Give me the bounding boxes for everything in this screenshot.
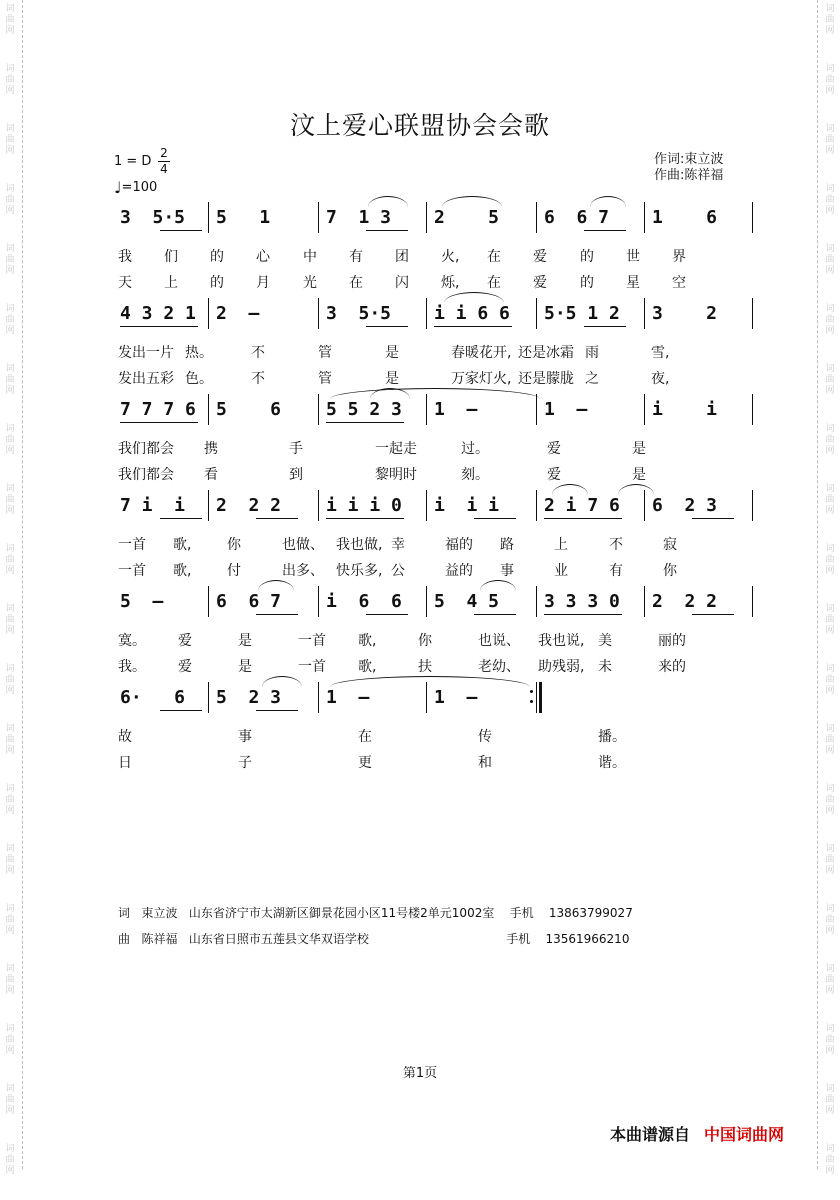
lyric-syllable: 还是冰霜 [518, 345, 574, 361]
lyric-syllable: 一首 [118, 537, 146, 553]
lyric-syllable: 上 [164, 275, 178, 291]
beam-underline [584, 230, 626, 231]
time-signature-denominator: 4 [160, 162, 168, 176]
barline [536, 586, 537, 617]
tie-slur [262, 676, 302, 687]
lyric-syllable: 到 [289, 467, 303, 483]
watermark-text: 词 曲 网 [825, 64, 835, 96]
lyric-syllable: 路 [500, 537, 514, 553]
barline [752, 298, 753, 329]
lyric-syllable: 中 [303, 249, 317, 265]
measure-notes: 3 5·5 [326, 303, 392, 324]
beam-underline [120, 326, 198, 327]
barline [208, 394, 209, 425]
lyric-syllable: 我也说, [538, 633, 585, 649]
staff-system [112, 298, 754, 330]
watermark-text: 词 曲 网 [825, 724, 835, 756]
tie-slur [444, 292, 504, 303]
measure-notes: 1 6 [652, 207, 718, 228]
measure-notes: 3 5·5 [120, 207, 186, 228]
watermark-text: 词 曲 网 [5, 244, 15, 276]
measure-notes: 5 6 [216, 399, 282, 420]
beam-underline [326, 422, 404, 423]
watermark-text: 词 曲 网 [825, 544, 835, 576]
barline [752, 586, 753, 617]
watermark-text: 词 曲 网 [825, 1084, 835, 1116]
tie-slur [330, 676, 530, 687]
lyric-syllable: 付 [227, 563, 241, 579]
measure-notes: 6 6 7 [216, 591, 282, 612]
lyric-syllable: 不 [251, 371, 265, 387]
barline [208, 298, 209, 329]
composer-credit: 作曲:陈祥福 [654, 168, 724, 183]
watermark-text: 词 曲 网 [5, 664, 15, 696]
song-title: 汶上爱心联盟协会会歌 [289, 111, 550, 140]
watermark-text: 词 曲 网 [5, 124, 15, 156]
measure-notes: 5 1 [216, 207, 271, 228]
barline [644, 394, 645, 425]
lyric-syllable: 色。 [185, 371, 213, 387]
barline [208, 202, 209, 233]
watermark-text: 词 曲 网 [825, 1024, 835, 1056]
lyric-syllable: 业 [554, 563, 568, 579]
lyric-syllable: 一起走 [375, 441, 417, 457]
lyric-syllable: 也做、 [282, 537, 324, 553]
barline [208, 490, 209, 521]
barline [318, 682, 319, 713]
lyric-syllable: 手 [289, 441, 303, 457]
lyric-syllable: 爱 [533, 249, 547, 265]
watermark-text: 词 曲 网 [5, 844, 15, 876]
watermark-text: 词 曲 网 [5, 544, 15, 576]
watermark-text: 词 曲 网 [5, 1024, 15, 1056]
beam-underline [256, 518, 298, 519]
watermark-text: 词 曲 网 [5, 364, 15, 396]
lyric-syllable: 不 [609, 537, 623, 553]
measure-notes: 2 5 [434, 207, 500, 228]
source-prefix: 本曲谱源自 [610, 1125, 691, 1144]
page-number: 第1页 [402, 1066, 438, 1081]
lyric-syllable: 我们都会 [118, 441, 174, 457]
lyric-syllable: 寞。 [118, 633, 146, 649]
lyric-syllable: 的 [210, 275, 224, 291]
lyric-syllable: 事 [238, 729, 252, 745]
measure-notes: 1 – [434, 687, 478, 708]
watermark-text: 词 曲 网 [825, 964, 835, 996]
lyric-syllable: 爱 [547, 441, 561, 457]
watermark-text: 词 曲 网 [825, 904, 835, 936]
lyric-syllable: 春暖花开, [451, 345, 512, 361]
watermark-text: 词 曲 网 [825, 424, 835, 456]
beam-underline [366, 230, 408, 231]
lyric-syllable: 歌, [173, 537, 192, 553]
staff-system [112, 490, 754, 522]
lyric-syllable: 你 [418, 633, 432, 649]
lyric-syllable: 不 [251, 345, 265, 361]
watermark-text: 词 曲 网 [825, 484, 835, 516]
lyric-syllable: 一首 [118, 563, 146, 579]
beam-underline [692, 518, 734, 519]
tie-slur [552, 484, 588, 495]
measure-notes: 6· 6 [120, 687, 186, 708]
lyric-syllable: 管 [318, 371, 332, 387]
lyric-syllable: 在 [358, 729, 372, 745]
lyric-syllable: 播。 [598, 729, 626, 745]
lyric-syllable: 火, [441, 249, 460, 265]
measure-notes: 1 – [326, 687, 370, 708]
tie-slur [330, 388, 540, 399]
beam-underline [326, 518, 404, 519]
barline [318, 202, 319, 233]
barline [644, 586, 645, 617]
tie-slur [258, 580, 294, 591]
lyric-syllable: 爱 [533, 275, 547, 291]
tempo-marking [114, 178, 157, 197]
lyric-syllable: 美 [598, 633, 612, 649]
lyric-syllable: 爱 [178, 633, 192, 649]
lyric-syllable: 也说、 [478, 633, 520, 649]
measure-notes: 2 2 2 [652, 591, 718, 612]
lyric-syllable: 团 [395, 249, 409, 265]
watermark-text: 词 曲 网 [5, 484, 15, 516]
measure-notes: 7 i i [120, 495, 186, 516]
lyric-syllable: 心 [256, 249, 270, 265]
lyric-syllable: 谐。 [598, 755, 626, 771]
barline [208, 586, 209, 617]
watermark-text: 词 曲 网 [5, 1144, 15, 1176]
lyricist-credit: 作词:束立波 [654, 152, 724, 167]
lyric-syllable: 还是朦胧 [518, 371, 574, 387]
lyric-syllable: 是 [385, 371, 399, 387]
barline [752, 202, 753, 233]
lyric-syllable: 月 [256, 275, 270, 291]
beam-underline [692, 614, 734, 615]
watermark-text: 词 曲 网 [5, 1084, 15, 1116]
beam-underline [584, 326, 626, 327]
lyric-syllable: 上 [554, 537, 568, 553]
tie-slur [442, 196, 502, 207]
lyric-syllable: 助残弱, [538, 659, 585, 675]
watermark-text: 词 曲 网 [825, 664, 835, 696]
lyric-syllable: 看 [204, 467, 218, 483]
lyric-syllable: 黎明时 [375, 467, 417, 483]
lyric-syllable: 传 [478, 729, 492, 745]
watermark-text: 词 曲 网 [825, 4, 835, 36]
measure-notes: 3 3 3 0 [544, 591, 620, 612]
beam-underline [256, 710, 298, 711]
beam-underline [474, 518, 516, 519]
composer-contact: 曲 陈祥福 山东省日照市五莲县文华双语学校 手机 13561966210 [118, 932, 630, 946]
measure-notes: 5 4 5 [434, 591, 500, 612]
barline [426, 586, 427, 617]
lyric-syllable: 爱 [178, 659, 192, 675]
lyric-syllable: 过。 [461, 441, 489, 457]
lyric-syllable: 公 [391, 563, 405, 579]
measure-notes: 5 5 2 3 [326, 399, 402, 420]
watermark-text: 词 曲 网 [825, 124, 835, 156]
lyric-syllable: 我们都会 [118, 467, 174, 483]
tie-slur [480, 580, 516, 591]
lyric-syllable: 我。 [118, 659, 146, 675]
beam-underline [120, 422, 198, 423]
lyric-syllable: 歌, [358, 659, 377, 675]
barline [318, 490, 319, 521]
lyric-syllable: 烁, [441, 275, 460, 291]
tempo-value: =100 [121, 180, 158, 195]
barline [644, 202, 645, 233]
beam-underline [474, 614, 516, 615]
watermark-text: 词 曲 网 [5, 964, 15, 996]
measure-notes: 1 – [544, 399, 588, 420]
lyric-syllable: 幸 [391, 537, 405, 553]
measure-notes: 5·5 1 2 [544, 303, 620, 324]
beam-underline [434, 326, 512, 327]
lyric-syllable: 和 [478, 755, 492, 771]
beam-underline [544, 614, 622, 615]
lyric-syllable: 光 [303, 275, 317, 291]
watermark-text: 词 曲 网 [5, 424, 15, 456]
lyric-syllable: 闪 [395, 275, 409, 291]
lyric-syllable: 雨 [585, 345, 599, 361]
watermark-text: 词 曲 网 [5, 184, 15, 216]
lyric-syllable: 是 [385, 345, 399, 361]
lyric-syllable: 我 [118, 249, 132, 265]
lyric-syllable: 世 [626, 249, 640, 265]
watermark-text: 词 曲 网 [825, 244, 835, 276]
watermark-text: 词 曲 网 [5, 784, 15, 816]
barline [426, 202, 427, 233]
watermark-text: 词 曲 网 [825, 364, 835, 396]
lyric-syllable: 爱 [547, 467, 561, 483]
measure-notes: 4 3 2 1 [120, 303, 196, 324]
lyricist-contact: 词 束立波 山东省济宁市太湖新区御景花园小区11号楼2单元1002室 手机 13863799027 [118, 906, 633, 920]
lyric-syllable: 歌, [358, 633, 377, 649]
beam-underline [544, 518, 622, 519]
time-signature-numerator: 2 [158, 146, 170, 162]
lyric-syllable: 夜, [651, 371, 670, 387]
beam-underline [256, 614, 298, 615]
lyric-syllable: 未 [598, 659, 612, 675]
watermark-text: 词 曲 网 [5, 64, 15, 96]
source-attribution [610, 1122, 784, 1145]
beam-underline [160, 710, 202, 711]
measure-notes: 3 2 [652, 303, 718, 324]
lyric-syllable: 空 [672, 275, 686, 291]
lyric-syllable: 你 [227, 537, 241, 553]
measure-notes: 7 7 7 6 [120, 399, 196, 420]
lyric-syllable: 万家灯火, [451, 371, 512, 387]
lyric-syllable: 有 [609, 563, 623, 579]
lyric-syllable: 你 [663, 563, 677, 579]
credits [654, 152, 723, 184]
watermark-text: 词 曲 网 [825, 784, 835, 816]
barline [318, 394, 319, 425]
watermark-text: 词 曲 网 [5, 604, 15, 636]
measure-notes: 5 2 3 [216, 687, 282, 708]
lyric-syllable: 有 [349, 249, 363, 265]
key-signature: 1 = D [114, 154, 152, 169]
watermark-text: 词 曲 网 [825, 1144, 835, 1176]
lyric-syllable: 在 [487, 275, 501, 291]
lyric-syllable: 是 [632, 467, 646, 483]
barline [752, 490, 753, 521]
measure-notes: i i [652, 399, 718, 420]
lyric-syllable: 携 [204, 441, 218, 457]
lyric-syllable: 老幼、 [478, 659, 520, 675]
measure-notes: i i i [434, 495, 500, 516]
right-border [817, 0, 818, 1169]
measure-notes: 6 2 3 [652, 495, 718, 516]
lyric-syllable: 雪, [651, 345, 670, 361]
measure-notes: 2 – [216, 303, 260, 324]
watermark-column-left [3, 0, 17, 1176]
lyric-syllable: 一首 [298, 633, 326, 649]
lyric-syllable: 故 [118, 729, 132, 745]
staff-system [112, 586, 754, 618]
lyric-syllable: 子 [238, 755, 252, 771]
measure-notes: 2 2 2 [216, 495, 282, 516]
lyric-syllable: 日 [118, 755, 132, 771]
barline [426, 490, 427, 521]
lyric-syllable: 刻。 [461, 467, 489, 483]
measure-notes: 7 1 3 [326, 207, 392, 228]
beam-underline [366, 326, 408, 327]
lyric-syllable: 是 [632, 441, 646, 457]
watermark-text: 词 曲 网 [825, 184, 835, 216]
lyric-syllable: 界 [672, 249, 686, 265]
tie-slur [590, 196, 626, 207]
tie-slur [618, 484, 654, 495]
lyric-syllable: 益的 [445, 563, 473, 579]
lyric-syllable: 在 [349, 275, 363, 291]
lyric-syllable: 的 [210, 249, 224, 265]
lyric-syllable: 寂 [663, 537, 677, 553]
lyric-syllable: 星 [626, 275, 640, 291]
lyric-syllable: 的 [580, 275, 594, 291]
lyric-syllable: 发出一片 [118, 345, 174, 361]
barline [426, 298, 427, 329]
lyric-syllable: 来的 [658, 659, 686, 675]
lyric-syllable: 是 [238, 659, 252, 675]
lyric-syllable: 福的 [445, 537, 473, 553]
barline [536, 202, 537, 233]
staff-system [112, 202, 754, 234]
watermark-column-right [823, 0, 837, 1176]
measure-notes: 2 i 7 6 [544, 495, 620, 516]
lyric-syllable: 快乐多, [336, 563, 383, 579]
lyric-syllable: 们 [164, 249, 178, 265]
barline [318, 586, 319, 617]
lyric-syllable: 热。 [185, 345, 213, 361]
left-border [22, 0, 23, 1169]
measure-notes: 5 – [120, 591, 164, 612]
beam-underline [160, 518, 202, 519]
time-signature [158, 146, 170, 177]
measure-notes: 1 – [434, 399, 478, 420]
lyric-syllable: 发出五彩 [118, 371, 174, 387]
watermark-text: 词 曲 网 [825, 844, 835, 876]
lyric-syllable: 歌, [173, 563, 192, 579]
quarter-note-icon: ♩ [114, 178, 122, 197]
lyric-syllable: 更 [358, 755, 372, 771]
watermark-text: 词 曲 网 [5, 904, 15, 936]
lyric-syllable: 出多、 [282, 563, 324, 579]
watermark-text: 词 曲 网 [825, 304, 835, 336]
watermark-text: 词 曲 网 [5, 4, 15, 36]
lyric-syllable: 事 [500, 563, 514, 579]
source-site-link[interactable]: 中国词曲网 [704, 1125, 785, 1144]
barline [644, 298, 645, 329]
lyric-syllable: 在 [487, 249, 501, 265]
tie-slur [368, 196, 408, 207]
lyric-syllable: 是 [238, 633, 252, 649]
lyric-syllable: 管 [318, 345, 332, 361]
lyric-syllable: 的 [580, 249, 594, 265]
beam-underline [366, 614, 408, 615]
lyric-syllable: 丽的 [658, 633, 686, 649]
measure-notes: i i 6 6 [434, 303, 510, 324]
watermark-text: 词 曲 网 [825, 604, 835, 636]
lyric-syllable: 扶 [418, 659, 432, 675]
measure-notes: i 6 6 [326, 591, 402, 612]
measure-notes: i i i 0 [326, 495, 402, 516]
barline [536, 490, 537, 521]
barline [536, 298, 537, 329]
lyric-syllable: 我也做, [336, 537, 383, 553]
barline [208, 682, 209, 713]
barline [318, 298, 319, 329]
watermark-text: 词 曲 网 [5, 724, 15, 756]
lyric-syllable: 之 [585, 371, 599, 387]
lyric-syllable: 天 [118, 275, 132, 291]
beam-underline [160, 230, 202, 231]
watermark-text: 词 曲 网 [5, 304, 15, 336]
barline [752, 394, 753, 425]
measure-notes: 6 6 7 [544, 207, 610, 228]
lyric-syllable: 一首 [298, 659, 326, 675]
